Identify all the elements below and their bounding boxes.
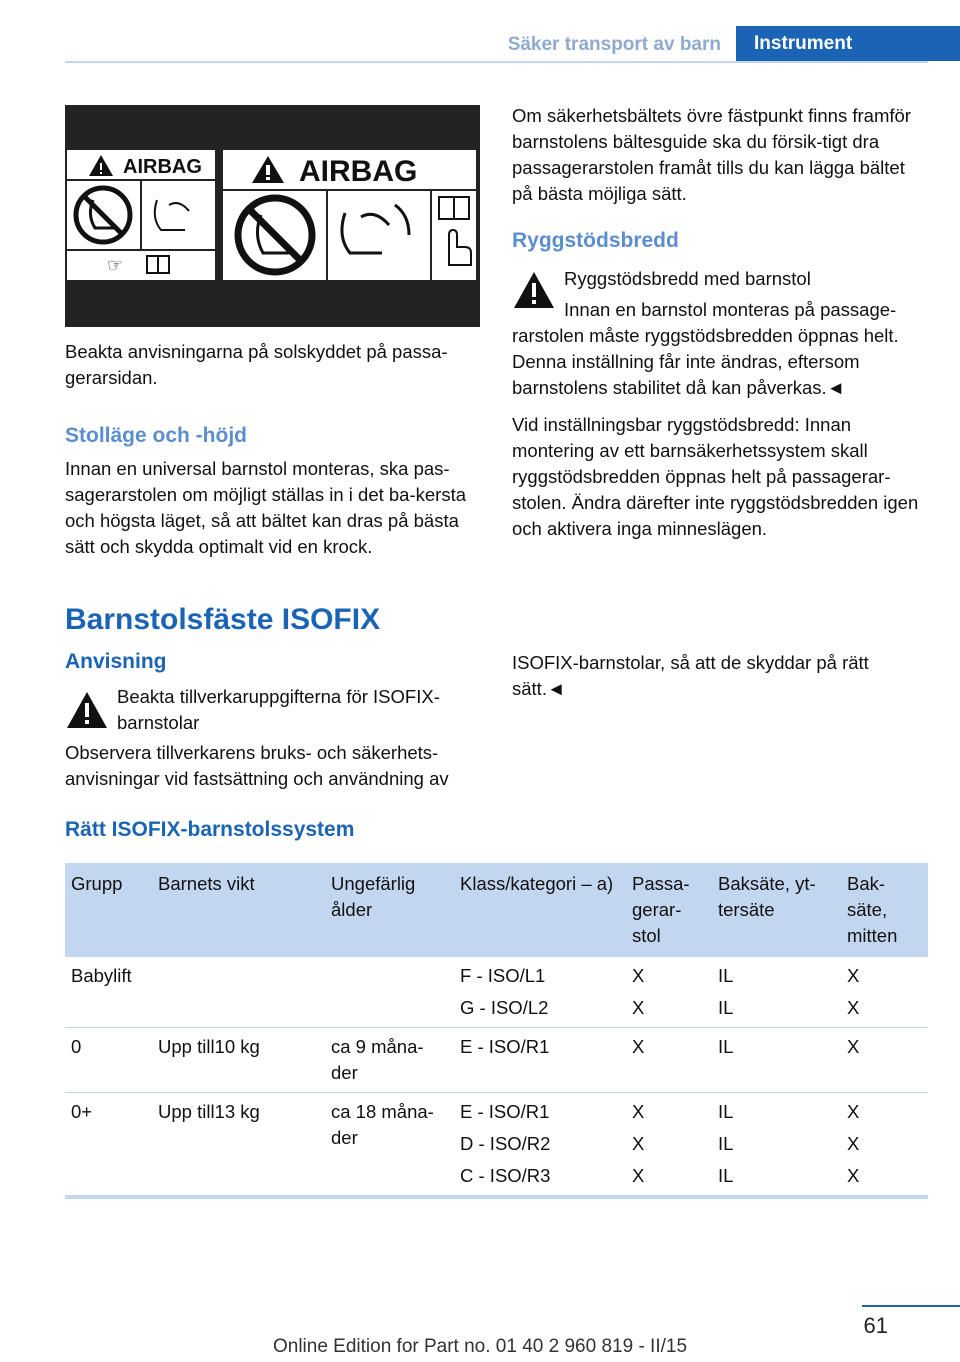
cell-klass: E - ISO/R1 D - ISO/R2 C - ISO/R3 <box>454 1093 626 1198</box>
cell-mitten: X X <box>841 957 928 1028</box>
seat-position-paragraph: Innan en universal barnstol monteras, ska pas-sagerarstolen om möjligt ställas in i det ba-kersta och högsta läget, så att bältet kan dras på bästa sätt och skydda optimalt vid en krock. <box>65 458 467 557</box>
cell-grupp: Babylift <box>65 957 152 1028</box>
col-header-passagerarstol: Passa-gerar-stol <box>626 863 712 957</box>
cell-mitten: X <box>841 1028 928 1093</box>
backrest-width-heading: Ryggstödsbredd <box>512 229 679 252</box>
cell-passagerarstol: X <box>626 1028 712 1093</box>
cell-passagerarstol: X X X <box>626 1093 712 1198</box>
header-rule <box>65 61 928 63</box>
col-header-mitten: Bak-säte, mitten <box>841 863 928 957</box>
cell-klass: F - ISO/L1 G - ISO/L2 <box>454 957 626 1028</box>
small-hand-icon: ☞ <box>107 255 124 276</box>
isofix-warning-continuation: ISOFIX-barnstolar, så att de skyddar på rätt sätt.◄ <box>512 652 869 699</box>
large-airbag-text: AIRBAG <box>299 155 418 188</box>
isofix-section-title: Barnstolsfäste ISOFIX <box>65 603 381 636</box>
header-section-title: Säker transport av barn <box>507 34 721 55</box>
table-row <box>65 1093 928 1198</box>
cell-vikt <box>152 957 325 1028</box>
table-row <box>65 1028 928 1093</box>
footer-edition: Online Edition for Part no. 01 40 2 960 819 - II/15 <box>272 1336 688 1357</box>
header-chapter-tab: Instrument <box>736 26 960 61</box>
table-header-row <box>65 863 928 957</box>
airbag-label-graphic <box>65 105 480 327</box>
airbag-caption: Beakta anvisningarna på solskyddet på passa-gerarsidan. <box>65 341 448 388</box>
isofix-table-heading: Rätt ISOFIX-barnstolssystem <box>65 818 355 841</box>
airbag-warning-label-image <box>65 105 480 327</box>
cell-yttersate: IL IL <box>712 957 841 1028</box>
isofix-warning-text: Observera tillverkarens bruks- och säkerhets-anvisningar vid fastsättning och användning av <box>65 742 449 789</box>
cell-yttersate: IL IL IL <box>712 1093 841 1198</box>
table-row <box>65 957 928 1028</box>
cell-grupp: 0 <box>65 1028 152 1093</box>
page-number-rule <box>862 1305 960 1307</box>
anvisning-heading: Anvisning <box>65 650 167 673</box>
backrest-adjust-paragraph: Vid inställningsbar ryggstödsbredd: Innan montering av ett barnsäkerhetssystem skall ryggstödsbredden öppnas helt på passagerar-stolen. Ändra därefter inte ryggstödsbredden igen och aktivera inga minneslägen. <box>512 414 919 539</box>
small-airbag-text: AIRBAG <box>123 156 202 178</box>
cell-mitten: X X X <box>841 1093 928 1198</box>
backrest-warning-title: Ryggstödsbredd med barnstol <box>564 268 811 289</box>
cell-vikt: Upp till10 kg <box>152 1028 325 1093</box>
backrest-warning-text: Innan en barnstol monteras på passage-rarstolen måste ryggstödsbredden öppnas helt. Denna inställning får inte ändras, eftersom barnstolens stabilitet då kan påverkas.◄ <box>512 299 899 398</box>
col-header-alder: Ungefärlig ålder <box>325 863 454 957</box>
col-header-yttersate: Baksäte, yt-tersäte <box>712 863 841 957</box>
cell-grupp: 0+ <box>65 1093 152 1198</box>
cell-alder: ca 9 måna-der <box>325 1028 454 1093</box>
cell-yttersate: IL <box>712 1028 841 1093</box>
belt-anchor-paragraph: Om säkerhetsbältets övre fästpunkt finns framför barnstolens bältesguide ska du försik-tigt dra passagerarstolen framåt tills du kan lägga bältet på bästa möjliga sätt. <box>512 105 911 204</box>
cell-klass: E - ISO/R1 <box>454 1028 626 1093</box>
cell-passagerarstol: X X <box>626 957 712 1028</box>
cell-vikt: Upp till13 kg <box>152 1093 325 1198</box>
seat-position-heading: Stolläge och -höjd <box>65 424 247 447</box>
col-header-vikt: Barnets vikt <box>152 863 325 957</box>
col-header-grupp: Grupp <box>65 863 152 957</box>
cell-alder <box>325 957 454 1028</box>
isofix-warning-icon <box>65 690 109 730</box>
page-number: 61 <box>863 1313 888 1338</box>
col-header-klass: Klass/kategori – a) <box>454 863 626 957</box>
cell-alder: ca 18 måna-der <box>325 1093 454 1198</box>
isofix-table <box>65 863 928 1199</box>
isofix-warning-title: Beakta tillverkaruppgifterna för ISOFIX-barnstolar <box>117 686 440 733</box>
